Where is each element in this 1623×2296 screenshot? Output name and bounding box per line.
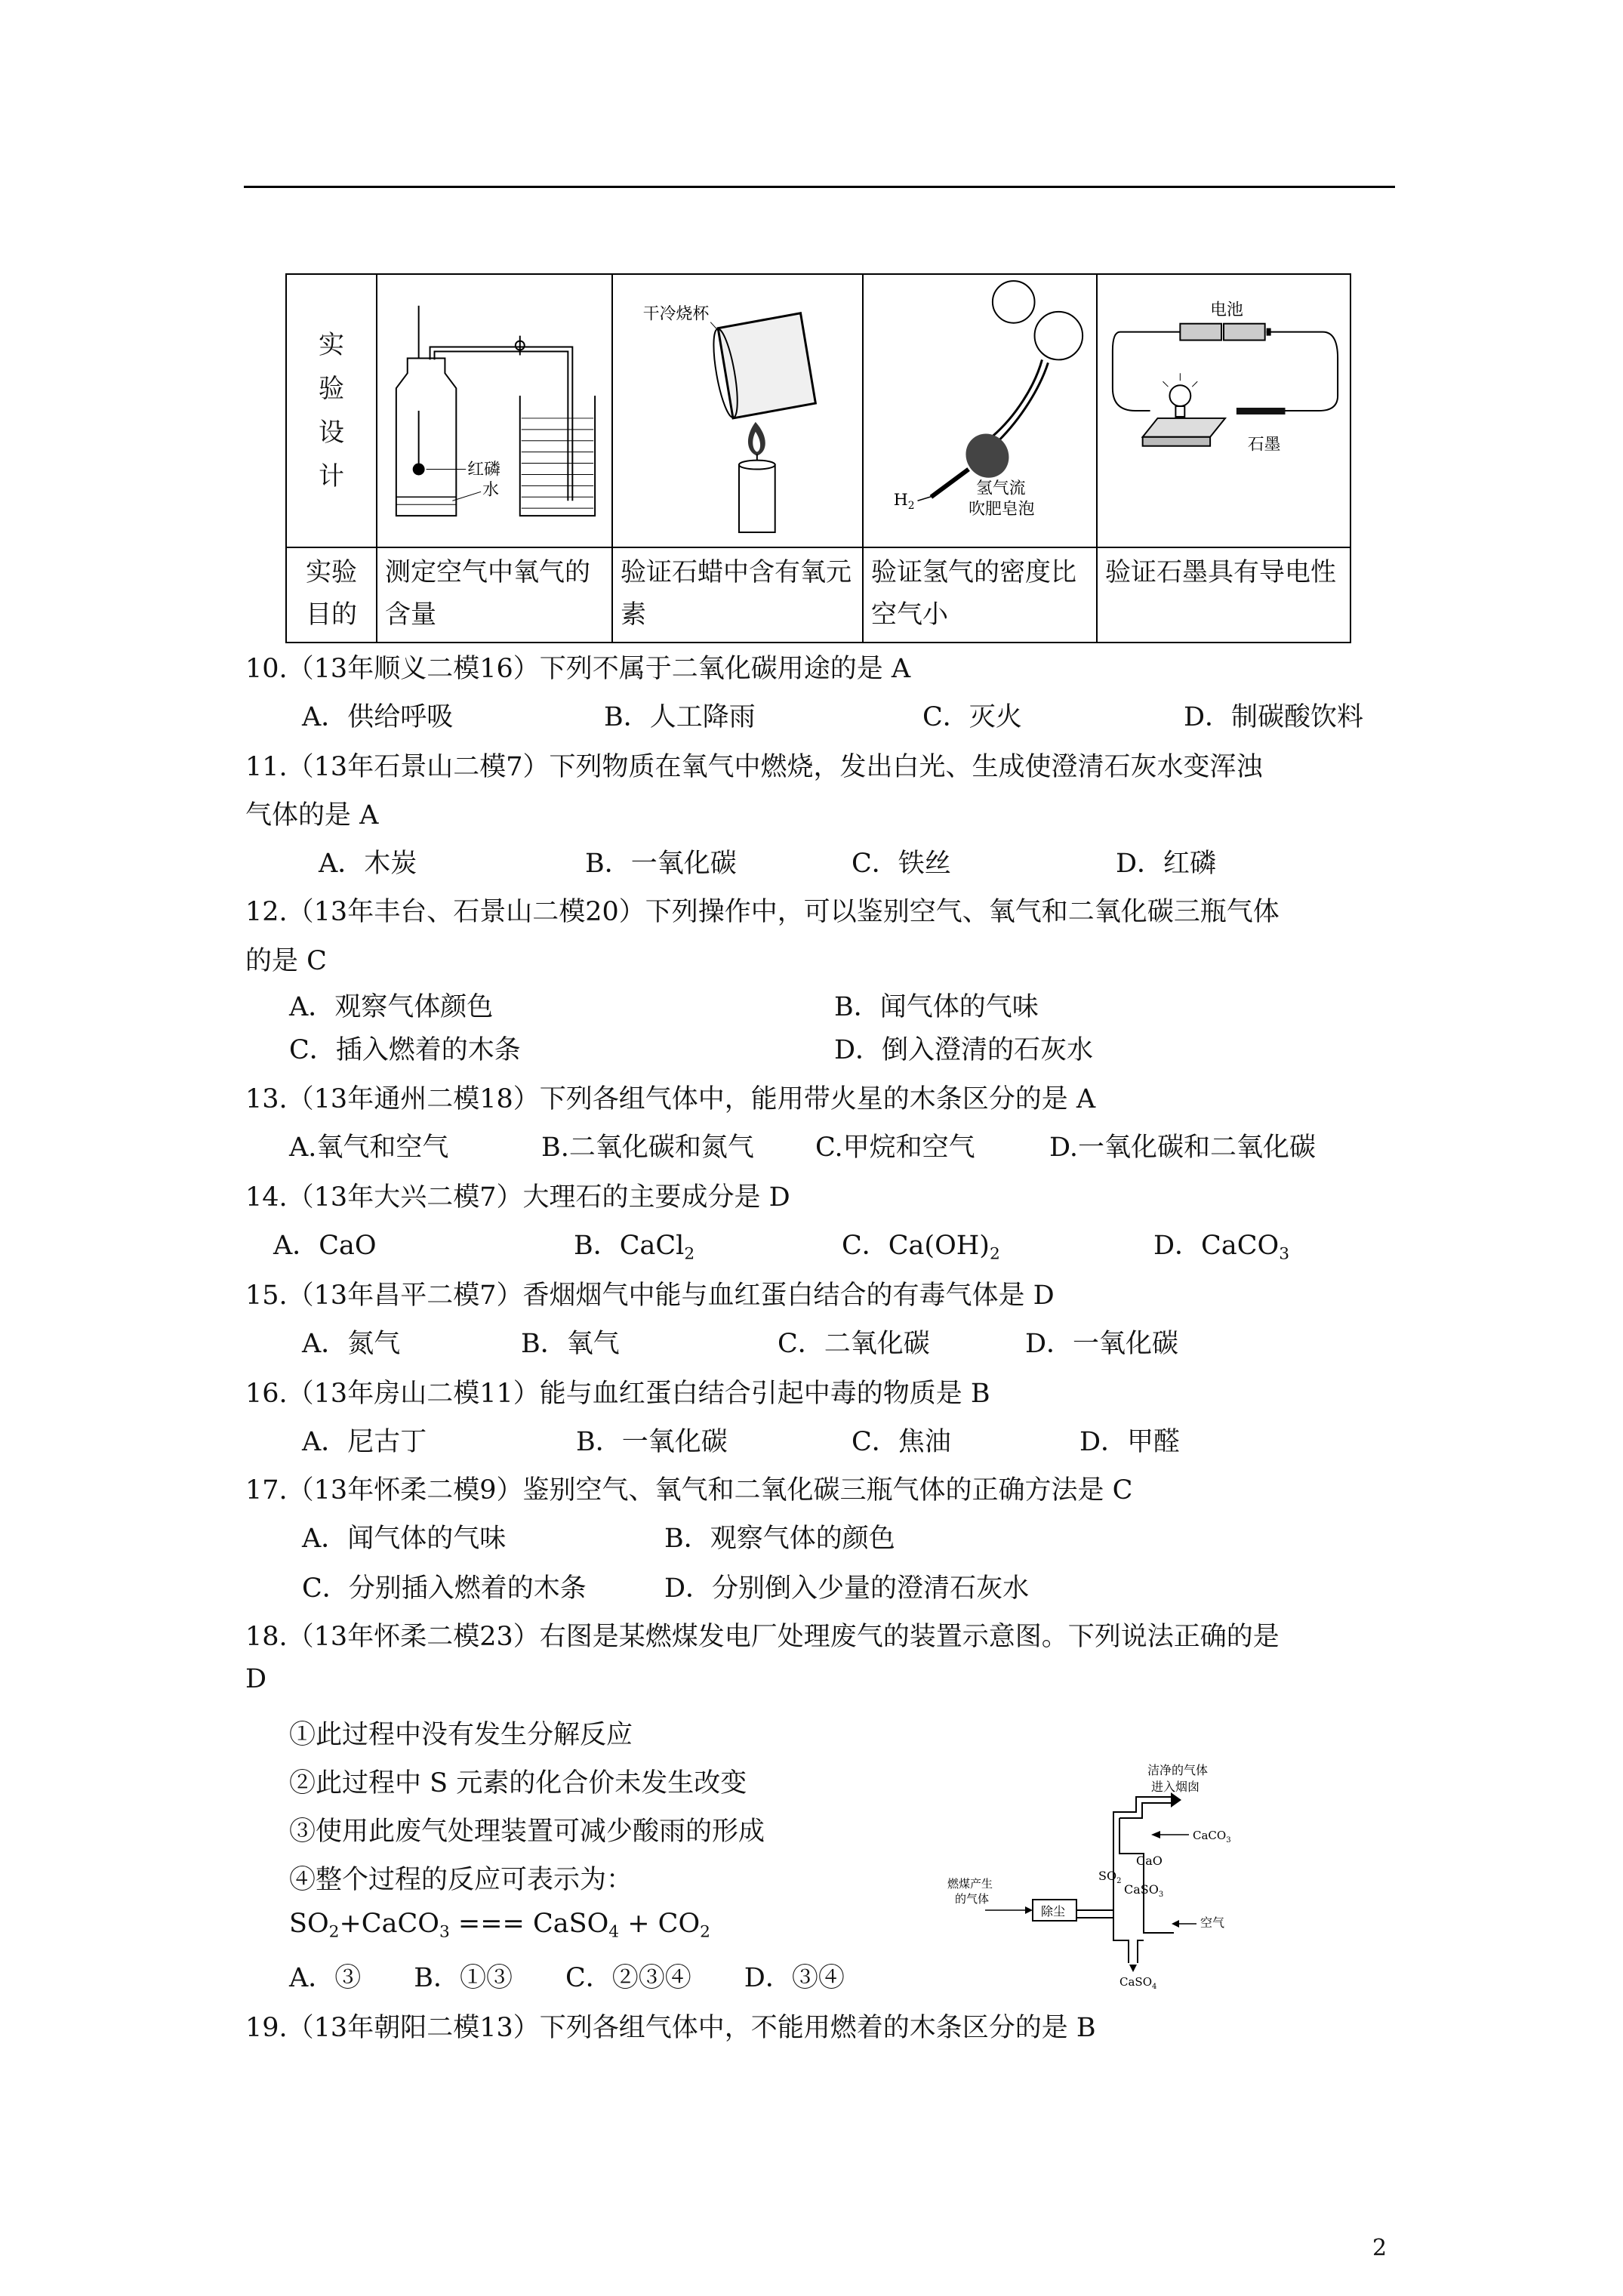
so2-label: $SO_2$ [1098, 1869, 1122, 1885]
q12-option-a: A．观察气体颜色 [289, 992, 494, 1022]
flue-gas-treatment-diagram [947, 1759, 1295, 1991]
purpose-candle: 验证石蜡中含有氧元素 [612, 547, 863, 643]
q14-option-b: B．CaCl$_2$ [574, 1231, 695, 1264]
coal-gas-label-1: 燃煤产生 [947, 1877, 993, 1891]
figure-cell-oxygen [377, 274, 612, 547]
q18-equation: $SO_2+CaCO_3$ === CaSO$_4$ + $CO_2$ [289, 1909, 710, 1942]
q10-option-c: C．灭火 [922, 702, 1022, 732]
q15-option-b: B．氧气 [521, 1329, 620, 1359]
page-number: 2 [1372, 2235, 1387, 2261]
air-label: 空气 [1200, 1915, 1225, 1930]
row-header-purpose: 实验 目的 [286, 547, 377, 643]
oxygen-content-apparatus [377, 275, 611, 547]
hydrogen-bubble-apparatus [864, 275, 1096, 547]
caso4-label: CaSO$_4$ [1119, 1975, 1157, 1991]
q13-stem: 13.（13年通州二模18）下列各组气体中，能用带火星的木条区分的是 A [245, 1084, 1096, 1114]
dust-removal-label: 除尘 [1041, 1904, 1066, 1918]
q18-stem-2: D [245, 1664, 267, 1694]
q18-statement-4: ④整个过程的反应可表示为： [289, 1865, 633, 1895]
q11-option-b: B．一氧化碳 [585, 849, 737, 879]
graphite-circuit-apparatus [1098, 275, 1350, 547]
q17-option-b: B．观察气体的颜色 [664, 1524, 895, 1554]
q15-option-d: D．一氧化碳 [1025, 1329, 1179, 1359]
q16-option-c: C．焦油 [852, 1427, 951, 1457]
clean-gas-label-2: 进入烟囱 [1151, 1780, 1200, 1794]
figure-cell-candle [612, 274, 863, 547]
row-header-design: 实 验 设 计 [286, 274, 377, 547]
coal-gas-label-2: 的气体 [955, 1892, 990, 1906]
caco3-label: CaCO$_3$ [1193, 1829, 1231, 1845]
q19-stem: 19.（13年朝阳二模13）下列各组气体中，不能用燃着的木条区分的是 B [245, 2013, 1096, 2043]
red-phosphorus-label: 红磷 [467, 460, 500, 479]
graphite-label: 石墨 [1247, 435, 1281, 455]
q17-option-a: A．闻气体的气味 [302, 1524, 507, 1554]
q10-option-d: D．制碳酸饮料 [1184, 702, 1364, 732]
q17-stem: 17.（13年怀柔二模9）鉴别空气、氧气和二氧化碳三瓶气体的正确方法是 C [245, 1475, 1133, 1505]
figure-cell-hydrogen [863, 274, 1097, 547]
q11-option-c: C．铁丝 [852, 849, 951, 879]
q14-option-c: C．$Ca(OH)_2$ [842, 1231, 1000, 1264]
q11-option-a: A．木炭 [319, 849, 417, 879]
dry-beaker-label: 干冷烧杯 [642, 304, 710, 324]
battery-label: 电池 [1210, 300, 1243, 319]
q14-stem: 14.（13年大兴二模7）大理石的主要成分是 D [245, 1182, 790, 1213]
q18-statement-1: ①此过程中没有发生分解反应 [289, 1720, 633, 1750]
q13-option-d: D.一氧化碳和二氧化碳 [1049, 1133, 1316, 1163]
q16-stem: 16.（13年房山二模11）能与血红蛋白结合引起中毒的物质是 B [245, 1379, 990, 1409]
purpose-hydrogen: 验证氢气的密度比空气小 [863, 547, 1097, 643]
caso3-label: CaSO$_3$ [1124, 1882, 1164, 1899]
q12-stem-2: 的是 C [245, 946, 327, 976]
q14-option-d: D．CaCO$_3$ [1153, 1231, 1289, 1264]
purpose-oxygen: 测定空气中氧气的含量 [377, 547, 612, 643]
q16-option-a: A．尼古丁 [302, 1427, 427, 1457]
figure-cell-graphite [1097, 274, 1350, 547]
clean-gas-label-1: 洁净的气体 [1147, 1763, 1209, 1777]
q18-options: A．③ B．①③ C．②③④ D．③④ [289, 1963, 845, 1993]
q17-option-c: C．分别插入燃着的木条 [302, 1573, 587, 1604]
blow-bubble-label: 吹肥皂泡 [969, 500, 1035, 519]
header-rule [244, 186, 1395, 188]
q12-stem-1: 12.（13年丰台、石景山二模20）下列操作中，可以鉴别空气、氧气和二氧化碳三瓶气体 [245, 897, 1280, 927]
q11-stem-1: 11.（13年石景山二模7）下列物质在氧气中燃烧，发出白光、生成使澄清石灰水变浑浊 [245, 752, 1263, 782]
q11-option-d: D．红磷 [1116, 849, 1217, 879]
h2-label: $H_2$ [893, 491, 915, 513]
q18-stem-1: 18.（13年怀柔二模23）右图是某燃煤发电厂处理废气的装置示意图。下列说法正确的是 [245, 1622, 1280, 1652]
candle-beaker-apparatus [613, 275, 862, 547]
q11-stem-2: 气体的是 A [245, 800, 379, 831]
q12-option-d: D．倒入澄清的石灰水 [834, 1035, 1094, 1065]
q12-option-c: C．插入燃着的木条 [289, 1035, 521, 1065]
q13-option-c: C.甲烷和空气 [815, 1133, 975, 1163]
q13-option-a: A.氧气和空气 [289, 1133, 449, 1163]
q17-option-d: D．分别倒入少量的澄清石灰水 [664, 1573, 1030, 1604]
q10-option-b: B．人工降雨 [604, 702, 756, 732]
q12-option-b: B．闻气体的气味 [834, 992, 1039, 1022]
q15-option-c: C．二氧化碳 [778, 1329, 930, 1359]
hydrogen-flow-label: 氢气流 [976, 479, 1026, 498]
experiment-table [285, 273, 1351, 643]
q10-stem: 10.（13年顺义二模16）下列不属于二氧化碳用途的是 A [245, 654, 911, 684]
q15-option-a: A．氮气 [302, 1329, 401, 1359]
water-label: 水 [482, 480, 499, 500]
q16-option-d: D．甲醛 [1079, 1427, 1181, 1457]
q18-statement-2: ②此过程中 S 元素的化合价未发生改变 [289, 1768, 747, 1798]
q14-option-a: A．CaO [273, 1231, 377, 1261]
purpose-graphite: 验证石墨具有导电性 [1097, 547, 1350, 643]
q13-option-b: B.二氧化碳和氮气 [541, 1133, 754, 1163]
q18-statement-3: ③使用此废气处理装置可减少酸雨的形成 [289, 1817, 765, 1847]
q15-stem: 15.（13年昌平二模7）香烟烟气中能与血红蛋白结合的有毒气体是 D [245, 1281, 1055, 1311]
cao-label: CaO [1136, 1854, 1163, 1868]
q16-option-b: B．一氧化碳 [576, 1427, 728, 1457]
q10-option-a: A．供给呼吸 [302, 702, 454, 732]
